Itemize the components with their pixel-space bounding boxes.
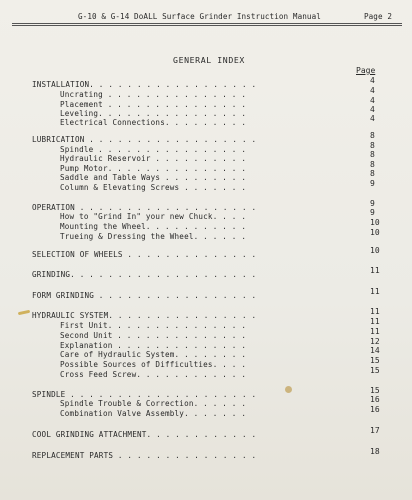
entry-page-number: 4	[370, 96, 375, 105]
index-entry: Care of Hydraulic System. . . . . . . .	[60, 350, 247, 359]
entry-page-number: 16	[370, 405, 380, 414]
index-entry: HYDRAULIC SYSTEM. . . . . . . . . . . . . . . .	[32, 311, 257, 320]
index-entry: GRINDING. . . . . . . . . . . . . . . . . . . .	[32, 270, 257, 279]
index-entry: Placement . . . . . . . . . . . . . . .	[60, 100, 247, 109]
entry-page-number: 10	[370, 228, 380, 237]
index-entry: OPERATION . . . . . . . . . . . . . . . . . . .	[32, 203, 257, 212]
header-page-number: Page 2	[363, 12, 392, 21]
index-entry: Electrical Connections. . . . . . . . .	[60, 118, 247, 127]
entry-page-number: 17	[370, 426, 380, 435]
index-entry: Trueing & Dressing the Wheel. . . . . .	[60, 232, 247, 241]
index-entry: First Unit. . . . . . . . . . . . . . .	[60, 321, 247, 330]
index-entry: Leveling. . . . . . . . . . . . . . . .	[60, 109, 247, 118]
index-entry: Spindle . . . . . . . . . . . . . . . .	[60, 145, 247, 154]
index-entry: Column & Elevating Screws . . . . . . .	[60, 183, 247, 192]
index-entry: Combination Valve Assembly. . . . . . .	[60, 409, 247, 418]
header-rule	[12, 23, 402, 24]
header-rule-double	[12, 25, 402, 26]
index-entry: How to "Grind In" your new Chuck. . . .	[60, 212, 247, 221]
entry-page-number: 4	[370, 76, 375, 85]
entry-page-number: 11	[370, 266, 380, 275]
entry-page-number: 11	[370, 287, 380, 296]
entry-page-number: 10	[370, 246, 380, 255]
entry-page-number: 9	[370, 208, 375, 217]
entry-page-number: 15	[370, 366, 380, 375]
index-entry: INSTALLATION. . . . . . . . . . . . . . . . . .	[32, 80, 257, 89]
entry-page-number: 8	[370, 150, 375, 159]
entry-page-number: 8	[370, 141, 375, 150]
entry-page-number: 16	[370, 395, 380, 404]
index-entry: FORM GRINDING . . . . . . . . . . . . . . . . .	[32, 291, 257, 300]
entry-page-number: 18	[370, 447, 380, 456]
index-entry: SPINDLE . . . . . . . . . . . . . . . . . . . .	[32, 390, 257, 399]
index-entry: Hydraulic Reservoir . . . . . . . . . .	[60, 154, 247, 163]
index-entry: Spindle Trouble & Correction. . . . . .	[60, 399, 247, 408]
stain-spot	[285, 386, 292, 393]
entry-page-number: 8	[370, 160, 375, 169]
header-title: G-10 & G-14 DoALL Surface Grinder Instruction Manual	[78, 12, 321, 21]
index-entry: Second Unit . . . . . . . . . . . . . .	[60, 331, 247, 340]
entry-page-number: 8	[370, 131, 375, 140]
index-entry: REPLACEMENT PARTS . . . . . . . . . . . . . . .	[32, 451, 257, 460]
index-title: GENERAL INDEX	[173, 55, 245, 65]
entry-page-number: 15	[370, 386, 380, 395]
entry-page-number: 11	[370, 317, 380, 326]
page-column-label: Page	[356, 66, 376, 75]
index-entry: Cross Feed Screw. . . . . . . . . . . .	[60, 370, 247, 379]
entry-page-number: 4	[370, 86, 375, 95]
index-entry: Uncrating . . . . . . . . . . . . . . .	[60, 90, 247, 99]
entry-page-number: 9	[370, 199, 375, 208]
index-entry: Mounting the Wheel. . . . . . . . . . .	[60, 222, 247, 231]
entry-page-number: 4	[370, 114, 375, 123]
entry-page-number: 10	[370, 218, 380, 227]
entry-page-number: 12	[370, 337, 380, 346]
entry-page-number: 11	[370, 307, 380, 316]
index-entry: Explanation . . . . . . . . . . . . . .	[60, 341, 247, 350]
ink-mark	[18, 310, 30, 315]
entry-page-number: 8	[370, 169, 375, 178]
entry-page-number: 14	[370, 346, 380, 355]
entry-page-number: 15	[370, 356, 380, 365]
index-entry: Possible Sources of Difficulties. . . .	[60, 360, 247, 369]
index-entry: SELECTION OF WHEELS . . . . . . . . . . . . . .	[32, 250, 257, 259]
entry-page-number: 11	[370, 327, 380, 336]
index-entry: LUBRICATION . . . . . . . . . . . . . . . . . .	[32, 135, 257, 144]
running-header	[78, 12, 392, 21]
index-entry: Saddle and Table Ways . . . . . . . . .	[60, 173, 247, 182]
entry-page-number: 9	[370, 179, 375, 188]
index-entry: COOL GRINDING ATTACHMENT. . . . . . . . . . . .	[32, 430, 257, 439]
entry-page-number: 4	[370, 105, 375, 114]
index-entry: Pump Motor. . . . . . . . . . . . . . .	[60, 164, 247, 173]
